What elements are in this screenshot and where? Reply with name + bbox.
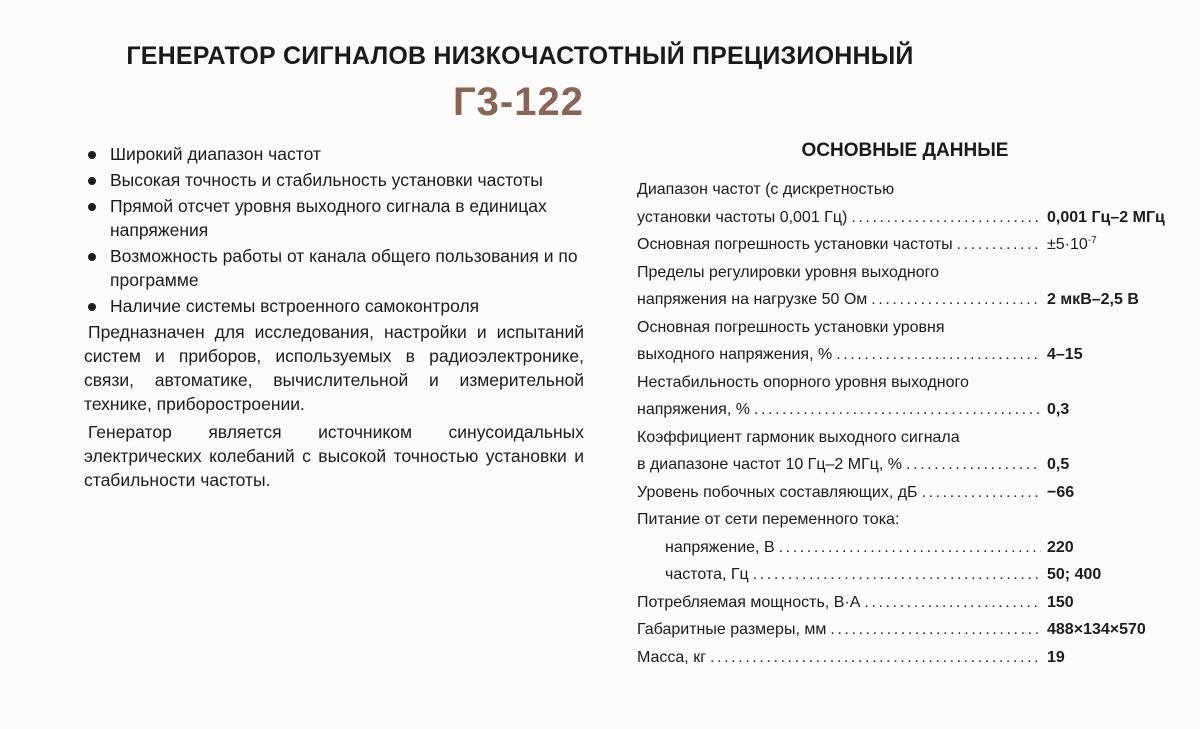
leader-dots — [779, 534, 1041, 562]
feature-text: Прямой отсчет уровня выходного сигнала в единицах напряжения — [110, 196, 547, 240]
model-number: Г3-122 — [453, 80, 584, 124]
description-paragraph-2: Генератор является источником синусоидальных электрических колебаний с высокой точностью установки и стабильности частоты. — [84, 422, 584, 490]
spec-label: Питание от сети переменного тока: — [637, 511, 900, 528]
spec-label: Основная погрешность установки уровня — [637, 318, 945, 336]
leader-dots — [753, 561, 1041, 589]
spec-value: 150 — [1047, 593, 1074, 611]
left-column — [84, 142, 584, 492]
leader-dots — [851, 204, 1041, 232]
spec-label: Потребляемая мощность, В·А — [637, 593, 861, 611]
feature-item — [84, 294, 584, 318]
leader-dots — [710, 644, 1041, 672]
spec-row — [637, 176, 1187, 204]
spec-value-base: ±5·10 — [1047, 236, 1088, 253]
spec-row — [637, 616, 1187, 644]
spec-row — [637, 644, 1187, 672]
feature-text: Возможность работы от канала общего пользования и по программе — [110, 246, 578, 290]
leader-dots — [864, 589, 1041, 617]
spec-row — [637, 259, 1187, 287]
feature-item — [84, 194, 584, 242]
spec-value — [1047, 231, 1187, 259]
spec-label: напряжения на нагрузке 50 Ом — [637, 291, 868, 308]
spec-row — [637, 589, 1187, 617]
spec-label: Габаритные размеры, мм — [637, 621, 827, 638]
bullet-icon — [88, 203, 96, 211]
bullet-icon — [88, 177, 96, 185]
spec-row — [637, 534, 1187, 562]
leader-dots — [906, 451, 1041, 479]
specs-table — [637, 176, 1187, 671]
feature-item — [84, 244, 584, 292]
leader-dots — [871, 286, 1041, 314]
spec-value: 0,001 Гц–2 МГц — [1047, 208, 1165, 226]
spec-value: −66 — [1047, 483, 1075, 501]
spec-value: 50; 400 — [1047, 566, 1102, 583]
leader-dots — [754, 396, 1041, 424]
spec-row — [637, 561, 1187, 589]
spec-value: 0,3 — [1047, 401, 1070, 418]
spec-row — [637, 204, 1187, 232]
feature-item — [84, 142, 584, 166]
spec-label: напряжения, % — [637, 401, 750, 418]
spec-value: 220 — [1047, 538, 1074, 556]
spec-row — [637, 341, 1187, 369]
spec-row — [637, 479, 1187, 507]
spec-label: Масса, кг — [637, 648, 707, 666]
bullet-icon — [88, 303, 96, 311]
spec-row — [637, 506, 1187, 534]
spec-value: 4–15 — [1047, 346, 1083, 363]
spec-label: Коэффициент гармоник выходного сигнала — [637, 428, 960, 446]
spec-value: 2 мкВ–2,5 В — [1047, 291, 1139, 308]
feature-text: Высокая точность и стабильность установки частоты — [110, 170, 543, 190]
spec-row — [637, 314, 1187, 342]
leader-dots — [922, 479, 1041, 507]
bullet-icon — [88, 151, 96, 159]
specs-heading: ОСНОВНЫЕ ДАННЫЕ — [801, 140, 1009, 161]
feature-item — [84, 168, 584, 192]
bullet-icon — [88, 253, 96, 261]
spec-label: Пределы регулировки уровня выходного — [637, 263, 940, 281]
spec-row — [637, 369, 1187, 397]
spec-value: 0,5 — [1047, 456, 1070, 473]
feature-text: Наличие системы встроенного самоконтроля — [110, 296, 480, 316]
leader-dots — [957, 231, 1041, 259]
spec-row — [637, 286, 1187, 314]
spec-label: выходного напряжения, % — [637, 346, 833, 363]
spec-row — [637, 396, 1187, 424]
spec-label: Диапазон частот (с дискретностью — [637, 181, 895, 198]
feature-text: Широкий диапазон частот — [110, 144, 321, 164]
spec-label: Нестабильность опорного уровня выходного — [637, 373, 969, 391]
spec-label: частота, Гц — [665, 566, 749, 583]
page-title: ГЕНЕРАТОР СИГНАЛОВ НИЗКОЧАСТОТНЫЙ ПРЕЦИЗИОННЫЙ — [126, 42, 914, 70]
spec-row — [637, 231, 1187, 259]
spec-value: 488×134×570 — [1047, 621, 1146, 638]
leader-dots — [836, 341, 1041, 369]
description-paragraph-1: Предназначен для исследования, настройки и испытаний систем и приборов, используемых в радиоэлектронике, связи, автоматике, вычислительной и измерительной технике, приборостроении. — [84, 322, 584, 414]
feature-list — [84, 142, 584, 318]
leader-dots — [830, 616, 1041, 644]
spec-value-exponent: -7 — [1087, 235, 1097, 246]
spec-label: Уровень побочных составляющих, дБ — [637, 483, 918, 501]
spec-label: напряжение, В — [665, 538, 775, 556]
spec-value: 19 — [1047, 648, 1065, 666]
spec-label: в диапазоне частот 10 Гц–2 МГц, % — [637, 456, 903, 473]
spec-row — [637, 424, 1187, 452]
spec-row — [637, 451, 1187, 479]
spec-label: Основная погрешность установки частоты — [637, 236, 953, 253]
spec-label: установки частоты 0,001 Гц) — [637, 208, 848, 226]
